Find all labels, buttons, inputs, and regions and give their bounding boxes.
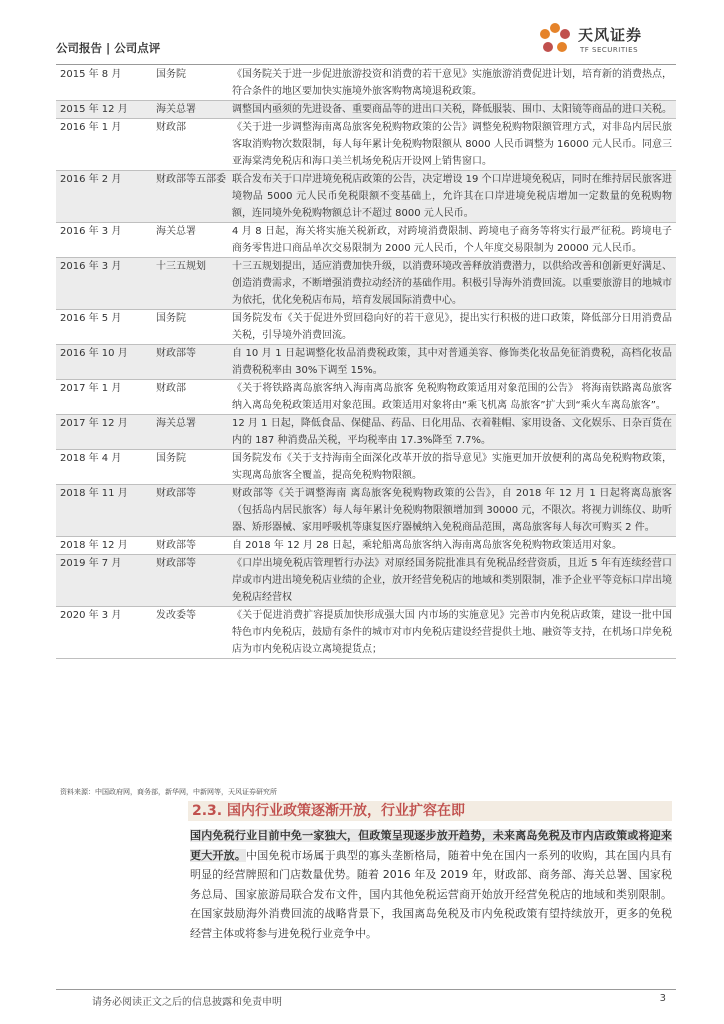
table-row [56, 345, 676, 380]
row-org: 海关总署 [156, 418, 196, 429]
row-org: 财政部等 [156, 540, 196, 551]
row-org: 海关总署 [156, 226, 196, 237]
row-text: 《国务院关于进一步促进旅游投资和消费的若干意见》实施旅游消费促进计划，培育新的消费热点，符合条件的地区要加快实施境外旅客购物离境退税政策。 [232, 69, 672, 97]
row-org: 财政部等五部委 [156, 174, 226, 185]
row-date: 2020 年 3 月 [60, 610, 122, 621]
table-row [56, 555, 676, 607]
row-date: 2017 年 12 月 [60, 418, 128, 429]
row-text: 自 2018 年 12 月 28 日起，乘轮船离岛旅客纳入海南离岛旅客免税购物政策适用对象。 [232, 540, 622, 551]
row-text: 调整国内亟须的先进设备、重要商品等的进出口关税，降低服装、围巾、太阳镜等商品的进口关税。 [232, 104, 672, 115]
flower-logo-icon [538, 22, 572, 56]
footer-divider [56, 989, 676, 990]
logo-english-name: TF SECURITIES [580, 46, 639, 54]
row-date: 2016 年 3 月 [60, 261, 122, 272]
table-row [56, 310, 676, 345]
report-type-label: 公司报告 | 公司点评 [56, 41, 161, 55]
row-date: 2015 年 8 月 [60, 69, 122, 80]
section-body [190, 826, 672, 944]
row-text: 联合发布关于口岸进境免税店政策的公告，决定增设 19 个口岸进境免税店，同时在维持居民旅客进境物品 5000 元人民币免税限额不变基础上，允许其在口岸进境免税店增加一定数量的免税购物额，连同境外免税购物额总计不超过 8000 元人民币。 [232, 174, 672, 219]
row-text: 十三五规划提出，适应消费加快升级，以消费环境改善释放消费潜力，以供给改善和创新更好满足、创造消费需求，不断增强消费拉动经济的基础作用。积极引导海外消费回流。以重要旅游目的地城市为依托，优化免税店布局，培育发展国际消费中心。 [232, 261, 672, 306]
row-text: 国务院发布《关于支持海南全面深化改革开放的指导意见》实施更加开放便利的离岛免税购物政策，实现离岛旅客全覆盖，提高免税购物限额。 [232, 453, 672, 481]
logo-chinese-name: 天风证券 [578, 26, 643, 44]
row-text: 《口岸出境免税店管理暂行办法》对原经国务院批准具有免税品经营资质，且近 5 年有连续经营口岸或市内进出境免税店业绩的企业，放开经营免税店的地域和类别限制，准予企业平等竞标口岸出境免税店经营权 [232, 558, 672, 603]
table-row [56, 66, 676, 101]
table-row [56, 415, 676, 450]
row-date: 2018 年 4 月 [60, 453, 122, 464]
row-date: 2018 年 11 月 [60, 488, 128, 499]
table-row [56, 258, 676, 310]
row-org: 国务院 [156, 313, 186, 324]
row-org: 财政部等 [156, 558, 196, 569]
row-org: 国务院 [156, 453, 186, 464]
row-org: 财政部等 [156, 348, 196, 359]
row-date: 2016 年 2 月 [60, 174, 122, 185]
footer-disclaimer: 请务必阅读正文之后的信息披露和免责申明 [92, 997, 282, 1008]
page-number: 3 [659, 993, 666, 1004]
page-header [56, 20, 676, 64]
row-text: 《关于进一步调整海南离岛旅客免税购物政策的公告》调整免税购物限额管理方式，对非岛内居民旅客取消购物次数限制，每人每年累计免税购物限额从 8000 人民币调整为 16000 元人民币。同意三亚海棠湾免税店和海口美兰机场免税店开设网上销售窗口。 [232, 122, 672, 167]
row-date: 2019 年 7 月 [60, 558, 122, 569]
table-row [56, 380, 676, 415]
row-org: 海关总署 [156, 104, 196, 115]
row-org: 财政部 [156, 122, 186, 133]
company-logo [526, 20, 676, 64]
table-row [56, 537, 676, 555]
row-date: 2018 年 12 月 [60, 540, 128, 551]
row-org: 十三五规划 [156, 261, 206, 272]
row-text: 《关于促进消费扩容提质加快形成强大国 内市场的实施意见》完善市内免税店政策，建设一批中国特色市内免税店，鼓励有条件的城市对市内免税店建设经营提供土地、融资等支持，在机场口岸免税店为市内免税店设立离境提货点； [232, 610, 672, 655]
row-text: 4 月 8 日起，海关将实施关税新政，对跨境消费限制、跨境电子商务等将实行最严征税。跨境电子商务零售进口商品单次交易限制为 2000 元人民币，个人年度交易限制为 20000 元人民币。 [232, 226, 672, 254]
policy-table [56, 66, 676, 659]
table-row [56, 450, 676, 485]
row-date: 2015 年 12 月 [60, 104, 128, 115]
row-org: 发改委等 [156, 610, 196, 621]
table-row [56, 485, 676, 537]
row-date: 2017 年 1 月 [60, 383, 122, 394]
row-org: 财政部 [156, 383, 186, 394]
row-date: 2016 年 5 月 [60, 313, 122, 324]
row-date: 2016 年 10 月 [60, 348, 128, 359]
row-org: 财政部等 [156, 488, 196, 499]
section-body-text: 中国免税市场属于典型的寡头垄断格局，随着中免在国内一系列的收购，其在国内具有明显的经营牌照和门店数量优势。随着 2016 年及 2019 年，财政部、商务部、海关总署、国家税务总局、国家旅游局联合发布文件，国内其他免税运营商开始放开经营免税店的地域和类别限制。在国家鼓励海外消费回流的战略背景下，我国离岛免税及市内免税政策有望持续放开，更多的免税经营主体或将参与进免税行业竞争中。 [190, 848, 673, 940]
row-text: 12 月 1 日起，降低食品、保健品、药品、日化用品、衣着鞋帽、家用设备、文化娱乐、日杂百货在内的 187 种消费品关税，平均税率由 17.3%降至 7.7%。 [232, 418, 672, 446]
table-source-note: 资料来源：中国政府网，商务部，新华网，中新网等，天风证券研究所 [60, 788, 277, 796]
header-divider [56, 64, 676, 65]
row-text: 自 10 月 1 日起调整化妆品消费税政策，其中对普通美容、修饰类化妆品免征消费税，高档化妆品消费税税率由 30%下调至 15%。 [232, 348, 672, 376]
row-org: 国务院 [156, 69, 186, 80]
section-highlight-text: 国内免税行业目前中免一家独大，但政策呈现逐步放开趋势，未来离岛免税及市内店政策或将迎来更大开放。 [190, 829, 672, 862]
table-row [56, 119, 676, 171]
row-text: 财政部等《关于调整海南 离岛旅客免税购物政策的公告》，自 2018 年 12 月 1 日起将离岛旅客（包括岛内居民旅客）每人每年累计免税购物限额增加到 30000 元，不限次。将视力训练仪、助听器、矫形器械、家用呼吸机等康复医疗器械纳入免税商品范围，离岛旅客每人每次可购买 2 件。 [232, 488, 672, 533]
section-title: 2.3. 国内行业政策逐渐开放，行业扩容在即 [192, 803, 465, 819]
table-row [56, 171, 676, 223]
row-text: 《关于将铁路离岛旅客纳入海南离岛旅客 免税购物政策适用对象范围的公告》 将海南铁路离岛旅客纳入离岛免税政策适用对象范围。政策适用对象将由“乘飞机离 岛旅客”扩大到“乘火车离岛旅客”。 [232, 383, 672, 411]
row-text: 国务院发布《关于促进外贸回稳向好的若干意见》，提出实行积极的进口政策，降低部分日用消费品关税，引导境外消费回流。 [232, 313, 672, 341]
row-date: 2016 年 1 月 [60, 122, 122, 133]
row-date: 2016 年 3 月 [60, 226, 122, 237]
table-row [56, 223, 676, 258]
table-row [56, 101, 676, 119]
table-row [56, 607, 676, 659]
